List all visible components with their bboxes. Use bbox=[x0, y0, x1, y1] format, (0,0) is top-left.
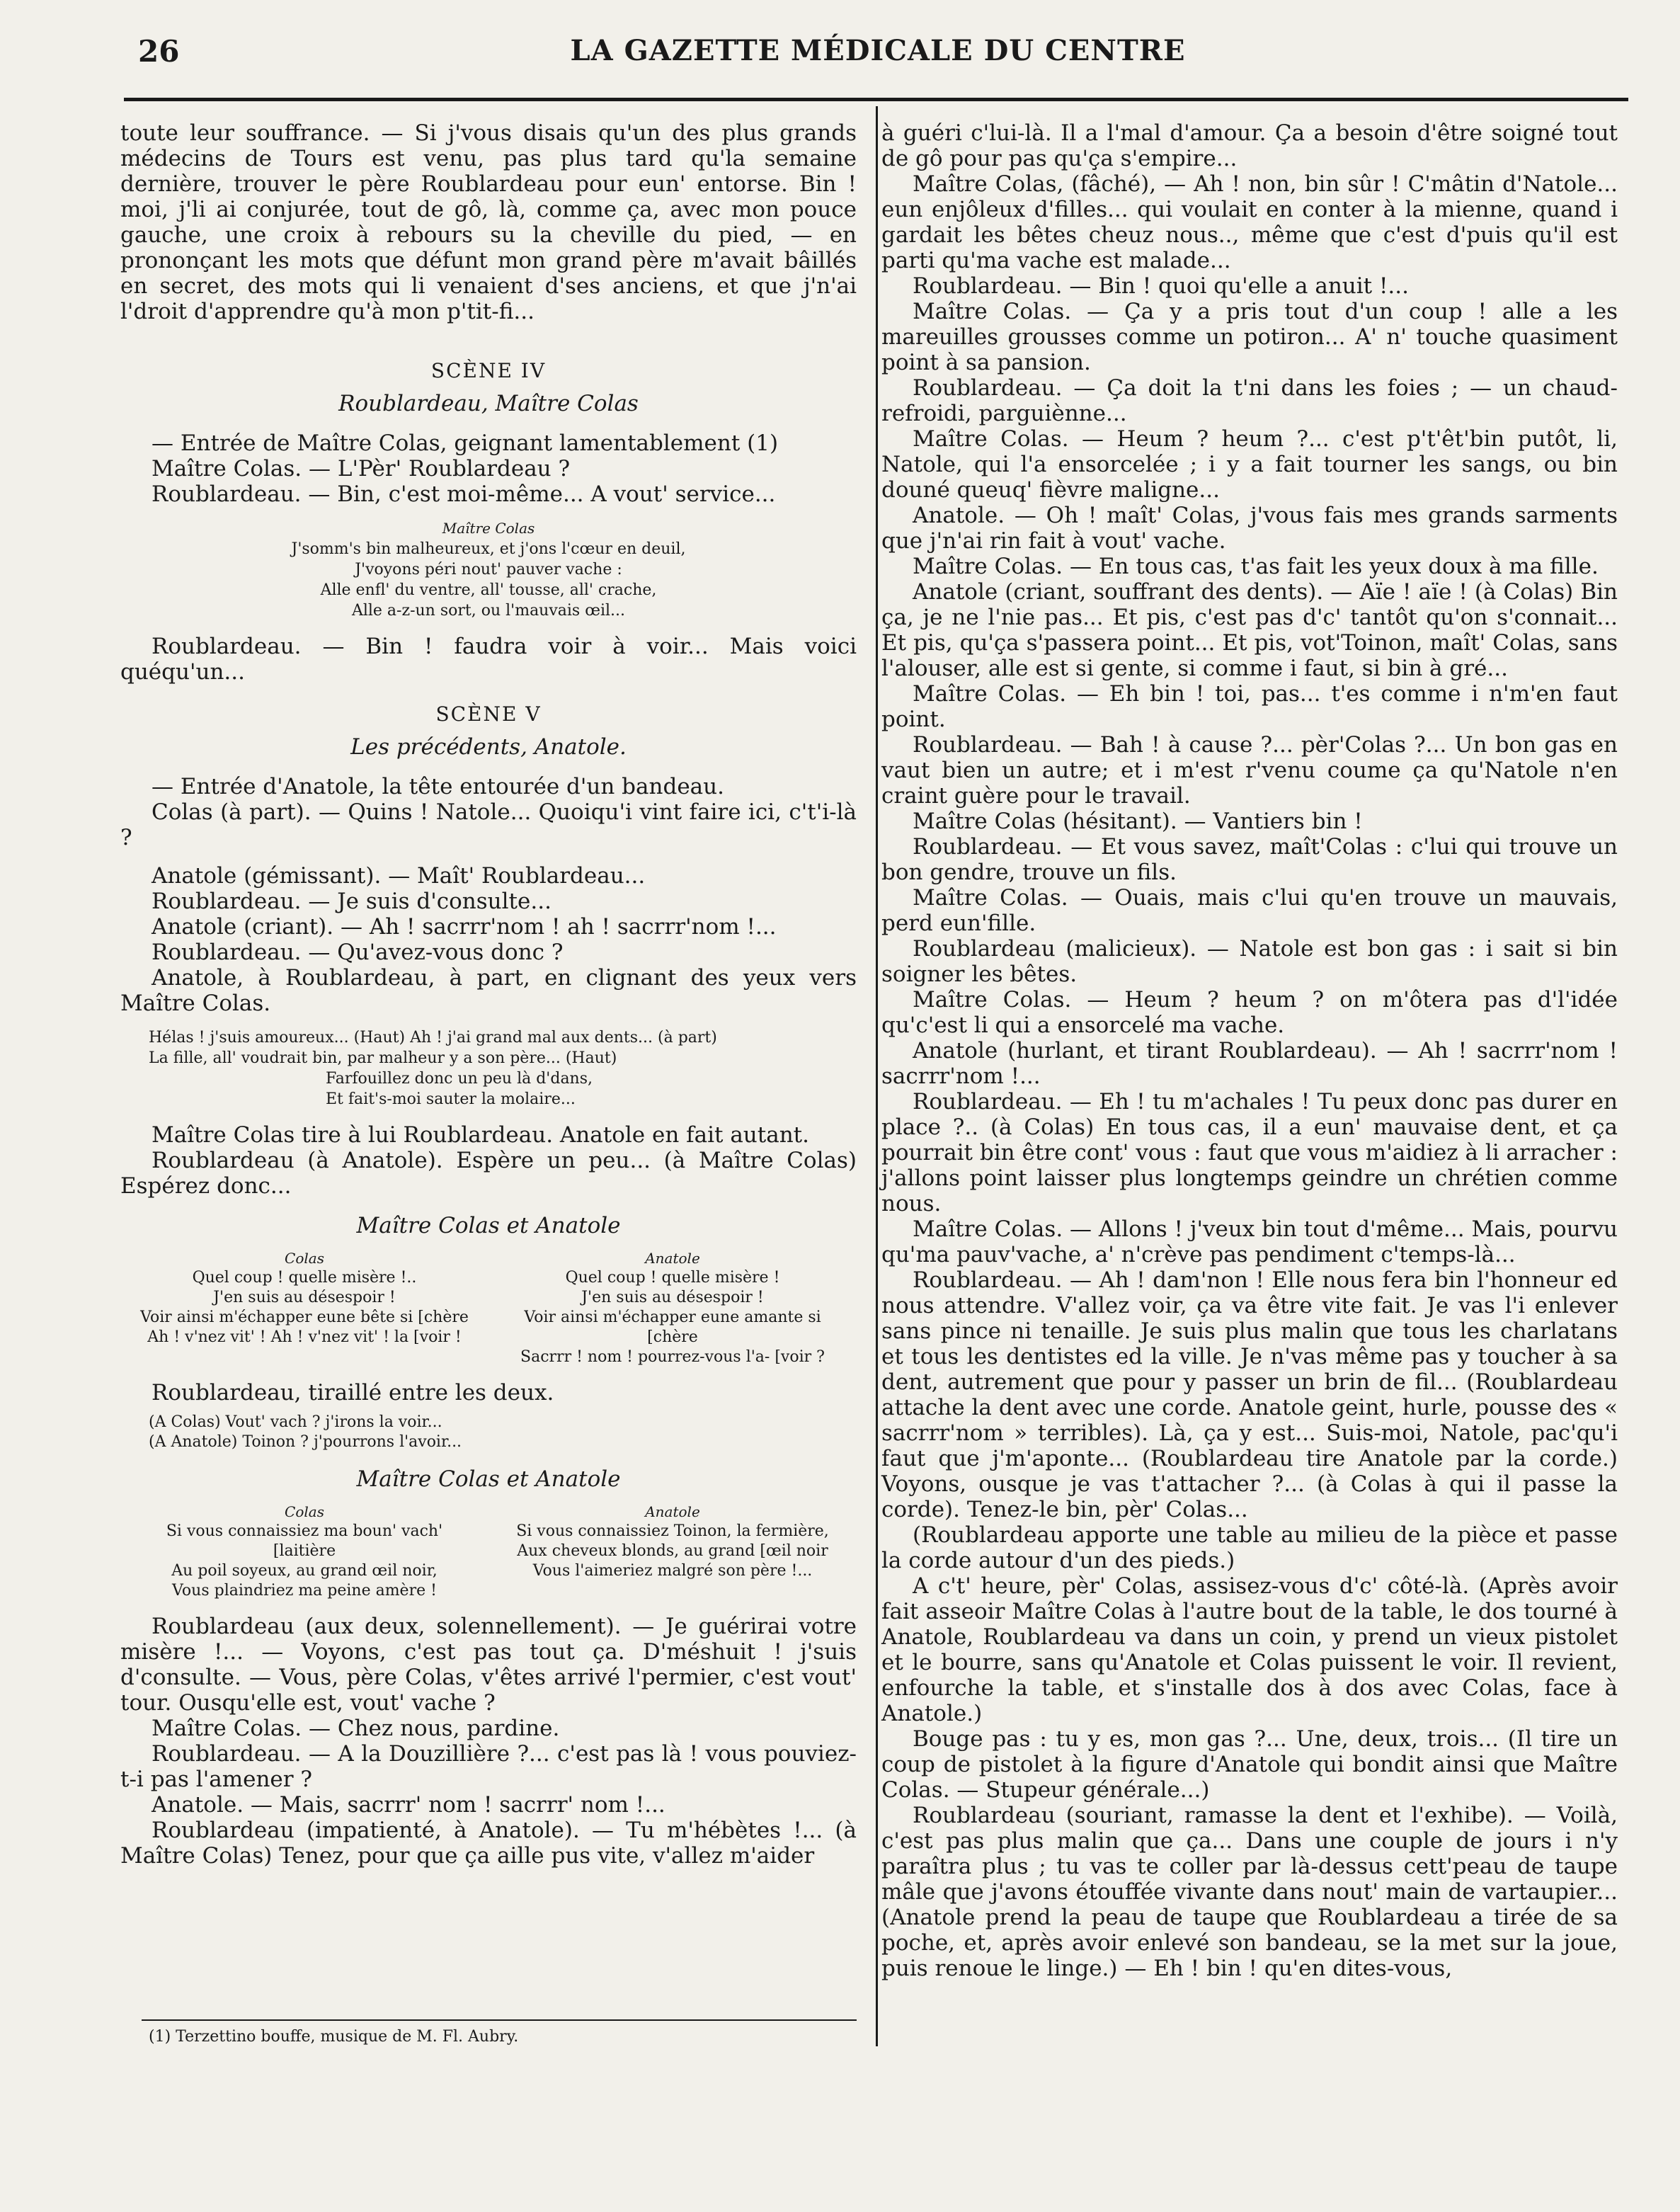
verse-line: La fille, all' voudrait bin, par malheur y a son père... (Haut) bbox=[149, 1049, 617, 1067]
dialogue-line: Anatole. — Mais, sacrrr' nom ! sacrrr' nom !... bbox=[152, 1792, 665, 1818]
dialogue-line: Maître Colas, (fâché), — Ah ! non, bin sûr ! C'mâtin d'Natole... eun enjôleux d'filles... qui voulait en conter à la mienne, quand i gardait les bêtes cheuz nous.., même que c'est d'puis qu'il est parti qu'ma vache est malade... bbox=[881, 171, 1618, 273]
duet-right bbox=[488, 1248, 857, 1367]
duet-left bbox=[120, 1248, 488, 1367]
duet-title: Maître Colas et Anatole bbox=[356, 1466, 621, 1492]
scene-characters: Roublardeau, Maître Colas bbox=[338, 391, 639, 416]
dialogue-line: Roublardeau. — A la Douzillière ?... c'est pas là ! vous pouviez-t-i pas l'amener ? bbox=[120, 1741, 857, 1792]
verse-line: J'en suis au désespoir ! bbox=[213, 1289, 396, 1306]
dialogue-line: Maître Colas. — Ouais, mais c'lui qu'en trouve un mauvais, perd eun'fille. bbox=[881, 885, 1618, 936]
duet-title: Maître Colas et Anatole bbox=[356, 1213, 621, 1238]
stage-direction: Roublardeau, tiraillé entre les deux. bbox=[152, 1380, 554, 1406]
dialogue-line: Roublardeau. — Eh ! tu m'achales ! Tu peux donc pas durer en place ?.. (à Colas) En tous cas, il a eun' mauvaise dent, et ça pourrait bin être cont' vous : faut que vous m'aidiez à li arracher : j'allons point laisser plus longtemps geindre un chrétien comme nous. bbox=[881, 1089, 1618, 1216]
scene-heading: SCÈNE IV bbox=[430, 359, 547, 382]
stage-direction: — Entrée d'Anatole, la tête entourée d'un bandeau. bbox=[152, 774, 724, 799]
dialogue-line: Maître Colas. — Chez nous, pardine. bbox=[152, 1716, 560, 1741]
singer-name: Maître Colas bbox=[442, 520, 535, 537]
dialogue-line: Roublardeau. — Bin, c'est moi-même... A vout' service... bbox=[152, 481, 776, 507]
dialogue-line: Maître Colas. — Ça y a pris tout d'un coup ! alle a les mareuilles grousses comme un potiron... A' n' touche quasiment point à sa pansion. bbox=[881, 299, 1618, 375]
dialogue-line: Anatole. — Oh ! maît' Colas, j'vous fais mes grands sarments que j'n'ai rin fait à vout' vache. bbox=[881, 503, 1618, 554]
verse-line: Au poil soyeux, au grand œil noir, bbox=[171, 1562, 438, 1580]
dialogue-line: Maître Colas. — Eh bin ! toi, pas... t'es comme i n'm'en faut point. bbox=[881, 681, 1618, 732]
song-verse bbox=[120, 518, 857, 621]
verse-line: Quel coup ! quelle misère ! bbox=[565, 1269, 780, 1287]
verse-line: Si vous connaissiez Toinon, la fermière, bbox=[516, 1522, 829, 1540]
dialogue-line: Maître Colas. — L'Pèr' Roublardeau ? bbox=[152, 456, 571, 481]
verse-line: Ah ! v'nez vit' ! Ah ! v'nez vit' ! la [voir ! bbox=[147, 1328, 462, 1346]
dialogue-line: Roublardeau. — Qu'avez-vous donc ? bbox=[152, 940, 564, 965]
dialogue-line: A c't' heure, pèr' Colas, assisez-vous d'c' côté-là. (Après avoir fait asseoir Maître Colas à l'autre bout de la table, le dos tourné à Anatole, Roublardeau va dans un coin, y prend un vieux pistolet et le bourre, sans qu'Anatole et Colas puissent le voir. Il revient, enfourche la table, et s'installe dos à dos avec Colas, face à Anatole.) bbox=[881, 1573, 1618, 1726]
page-header bbox=[138, 34, 1618, 76]
singer-name: Colas bbox=[285, 1250, 324, 1267]
dialogue-line: Roublardeau (malicieux). — Natole est bon gas : i sait si bin soigner les bêtes. bbox=[881, 936, 1618, 987]
dialogue-line: Roublardeau. — Ah ! dam'non ! Elle nous fera bin l'honneur ed nous attendre. V'allez voir, ça va être vite fait. Je vas l'i enlever sans pince ni tenaille. Je suis plus malin que tous les charlatans et tous les dentistes ed la ville. Je n'vas même pas y toucher à sa dent, autrement que pour y passer un brin de fil... (Roublardeau attache la dent avec une corde. Anatole geint, hurle, pousse des « sacrrr'nom » terribles). Là, ça y est... Suis-moi, Natole, pac'qu'i faut que j'm'aponte... (Roublardeau tire Anatole par la corde.) Voyons, ousque je vas t'attacher ?... (à Colas à qui il passe la corde). Tenez-le bin, pèr' Colas... bbox=[881, 1267, 1618, 1522]
aside-line: (A Colas) Vout' vach ? j'irons la voir... bbox=[149, 1413, 442, 1431]
paragraph: à guéri c'lui-là. Il a l'mal d'amour. Ça a besoin d'être soigné tout de gô pour pas qu'ça s'empire... bbox=[881, 120, 1618, 171]
verse-line: Si vous connaissiez ma boun' vach' [laitière bbox=[166, 1522, 443, 1560]
dialogue-line: Roublardeau (aux deux, solennellement). — Je guérirai votre misère !... — Voyons, c'est pas tout ça. D'méshuit ! j'suis d'consulte. — Vous, père Colas, v'êtes arrivé l'permier, c'est vout' tour. Ousqu'elle est, vout' vache ? bbox=[120, 1614, 857, 1716]
dialogue-line: Roublardeau. — Bin ! faudra voir à voir... Mais voici quéqu'un... bbox=[120, 634, 857, 685]
dialogue-line: Roublardeau. — Et vous savez, maît'Colas : c'lui qui trouve un bon gendre, trouve un fils. bbox=[881, 834, 1618, 885]
left-column bbox=[120, 120, 857, 1869]
dialogue-line: Maître Colas. — Heum ? heum ?... c'est p't'êt'bin putôt, li, Natole, qui l'a ensorcelée ; i y a fait tourner les sangs, ou bin douné queuq' fièvre maligne... bbox=[881, 426, 1618, 503]
aside-line: (A Anatole) Toinon ? j'pourrons l'avoir... bbox=[149, 1433, 462, 1451]
singer-name: Anatole bbox=[645, 1503, 700, 1520]
song-verse bbox=[120, 1027, 857, 1110]
dialogue-line: Maître Colas. — Allons ! j'veux bin tout d'même... Mais, pourvu qu'ma pauv'vache, a' n'crève pas pendiment c'temps-là... bbox=[881, 1216, 1618, 1267]
verse-line: Aux cheveux blonds, au grand [œil noir bbox=[517, 1542, 828, 1560]
verse-line: Voir ainsi m'échapper eune amante si [chère bbox=[524, 1309, 821, 1346]
footnote: (1) Terzettino bouffe, musique de M. Fl. Aubry. bbox=[149, 2028, 519, 2046]
verse-line: Alle enfl' du ventre, all' tousse, all' crache, bbox=[320, 581, 657, 599]
verse-line: Sacrrr ! nom ! pourrez-vous l'a- [voir ? bbox=[520, 1348, 825, 1366]
dialogue-line: Maître Colas. — Heum ? heum ? on m'ôtera pas d'l'idée qu'c'est li qui a ensorcelé ma vache. bbox=[881, 987, 1618, 1038]
verse-line: J'en suis au désespoir ! bbox=[581, 1289, 764, 1306]
dialogue-line: Roublardeau. — Je suis d'consulte... bbox=[152, 889, 552, 914]
verse-line: J'somm's bin malheureux, et j'ons l'cœur en deuil, bbox=[291, 540, 686, 558]
dialogue-line: Anatole (gémissant). — Maît' Roublardeau... bbox=[152, 863, 646, 889]
paragraph: toute leur souffrance. — Si j'vous disais qu'un des plus grands médecins de Tours est venu, pas plus tard qu'la semaine dernière, trouver le père Roublardeau pour eun' entorse. Bin ! moi, j'li ai conjurée, tout de gô, là, comme ça, avec mon pouce gauche, une croix à rebours su la cheville du pied, — en prononçant les mots que défunt mon grand père m'avait bâillés en secret, des mots qui li venaient d'ses anciens, et que j'n'ai l'droit d'apprendre qu'à mon p'tit-fi... bbox=[120, 120, 857, 324]
footnote-rule bbox=[142, 2019, 857, 2021]
duet-left bbox=[120, 1502, 488, 1601]
dialogue-line: Roublardeau (impatienté, à Anatole). — Tu m'hébètes !... (à Maître Colas) Tenez, pour que ça aille pus vite, v'allez m'aider bbox=[120, 1818, 857, 1869]
verse-line: Et fait's-moi sauter la molaire... bbox=[326, 1090, 576, 1108]
duet-verse bbox=[120, 1248, 857, 1367]
dialogue-line: Maître Colas. — En tous cas, t'as fait les yeux doux à ma fille. bbox=[913, 554, 1599, 579]
header-rule bbox=[124, 98, 1628, 101]
singer-name: Anatole bbox=[645, 1250, 700, 1267]
verse-line: Hélas ! j'suis amoureux... (Haut) Ah ! j'ai grand mal aux dents... (à part) bbox=[149, 1029, 717, 1047]
dialogue-line: Anatole (criant). — Ah ! sacrrr'nom ! ah ! sacrrr'nom !... bbox=[152, 914, 777, 940]
dialogue-line: Roublardeau. — Bah ! à cause ?... pèr'Colas ?... Un bon gas en vaut bien un autre; et i m'est r'venu coume ça qu'Natole n'en craint guère pour le travail. bbox=[881, 732, 1618, 809]
dialogue-line: Maître Colas (hésitant). — Vantiers bin ! bbox=[913, 809, 1363, 834]
verse-line: Quel coup ! quelle misère !.. bbox=[192, 1269, 417, 1287]
dialogue-line: Roublardeau (souriant, ramasse la dent et l'exhibe). — Voilà, c'est pas plus malin que ça... Dans une couple de jours i n'y paraîtra plus ; tu vas te coller par là-dessus cett'peau de taupe mâle que j'avons étouffée vivante dans nout' main de vartaupier... (Anatole prend la peau de taupe que Roublardeau a tirée de sa poche, et, après avoir enlevé son bandeau, se la met sur la joue, puis renoue le linge.) — Eh ! bin ! qu'en dites-vous, bbox=[881, 1803, 1618, 1981]
page-title: LA GAZETTE MÉDICALE DU CENTRE bbox=[570, 34, 1186, 67]
dialogue-line: Colas (à part). — Quins ! Natole... Quoiqu'i vint faire ici, c't'i-là ? bbox=[120, 799, 857, 850]
verse-line: J'voyons péri nout' pauver vache : bbox=[355, 561, 622, 578]
scene-heading: SCÈNE V bbox=[435, 702, 542, 726]
dialogue-line: Roublardeau (à Anatole). Espère un peu... (à Maître Colas) Espérez donc... bbox=[120, 1148, 857, 1199]
duet-verse bbox=[120, 1502, 857, 1601]
verse-line: Vous l'aimeriez malgré son père !... bbox=[532, 1562, 813, 1580]
scene-characters: Les précédents, Anatole. bbox=[350, 734, 627, 760]
right-column bbox=[881, 120, 1618, 1981]
verse-line: Voir ainsi m'échapper eune bête si [chère bbox=[140, 1309, 469, 1326]
verse-line: Vous plaindriez ma peine amère ! bbox=[172, 1582, 437, 1600]
dialogue-line: Roublardeau. — Bin ! quoi qu'elle a anuit !... bbox=[913, 273, 1409, 299]
singer-name: Colas bbox=[285, 1503, 324, 1520]
column-divider bbox=[876, 106, 878, 2046]
duet-right bbox=[488, 1502, 857, 1601]
verse-line: Alle a-z-un sort, ou l'mauvais œil... bbox=[351, 602, 626, 620]
stage-direction: Anatole, à Roublardeau, à part, en clignant des yeux vers Maître Colas. bbox=[120, 965, 857, 1016]
stage-direction: Maître Colas tire à lui Roublardeau. Anatole en fait autant. bbox=[152, 1122, 809, 1148]
stage-direction: — Entrée de Maître Colas, geignant lamentablement (1) bbox=[152, 431, 779, 456]
dialogue-line: Bouge pas : tu y es, mon gas ?... Une, deux, trois... (Il tire un coup de pistolet à la figure d'Anatole qui bondit ainsi que Maître Colas. — Stupeur générale...) bbox=[881, 1726, 1618, 1803]
dialogue-line: Roublardeau. — Ça doit la t'ni dans les foies ; — un chaud-refroidi, parguiènne... bbox=[881, 375, 1618, 426]
page-number: 26 bbox=[138, 34, 180, 69]
dialogue-line: Anatole (hurlant, et tirant Roublardeau). — Ah ! sacrrr'nom ! sacrrr'nom !... bbox=[881, 1038, 1618, 1089]
dialogue-line: Anatole (criant, souffrant des dents). — Aïe ! aïe ! (à Colas) Bin ça, je ne l'nie pas... Et pis, c'est pas d'c' tantôt qu'on s'connait... Et pis, qu'ça s'passera point... Et pis, vot'Toinon, maît' Colas, sans l'alouser, alle est si gente, si comme i faut, si bin à gré... bbox=[881, 579, 1618, 681]
stage-direction: (Roublardeau apporte une table au milieu de la pièce et passe la corde autour d'un des pieds.) bbox=[881, 1522, 1618, 1573]
verse-line: Farfouillez donc un peu là d'dans, bbox=[326, 1070, 593, 1088]
